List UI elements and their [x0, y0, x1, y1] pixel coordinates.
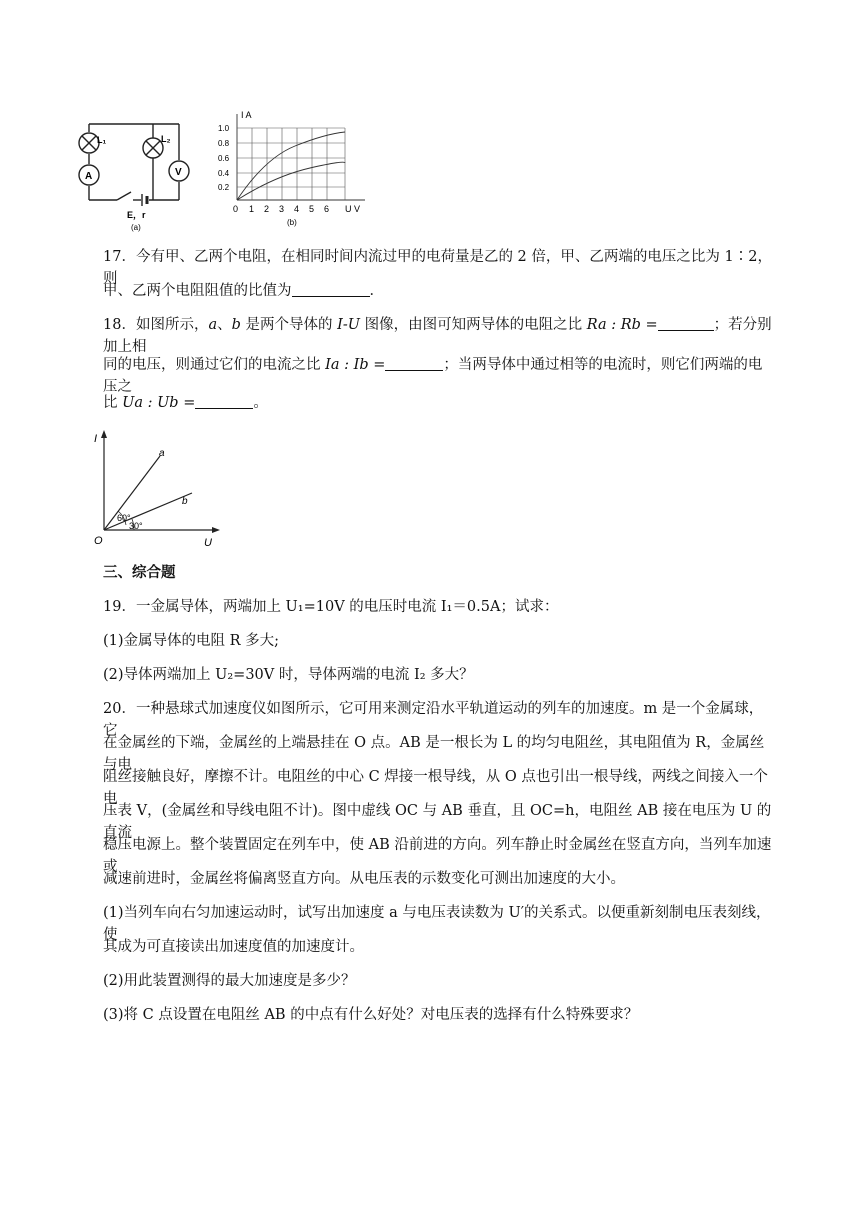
q18-text-3: 图像，由图可知两导体的电阻之比 [359, 317, 587, 333]
q18-answer-blank-2[interactable] [385, 356, 443, 371]
q18-text-1: 如图所示， [135, 317, 209, 333]
q18-answer-blank-3[interactable] [195, 394, 253, 409]
ab-iu-graph [92, 426, 222, 550]
q18-number: 18． [103, 317, 136, 333]
q18-text-2: 是两个导体的 [240, 317, 338, 333]
q20-line-10: (3)将 C 点设置在电阻丝 AB 的中点有什么好处？对电压表的选择有什么特殊要求？ [103, 1007, 639, 1023]
q18-text-8: 。 [253, 395, 268, 411]
y-tick-4: 0.4 [218, 169, 230, 178]
question-17-line-2 [103, 280, 772, 302]
q18-text-7: 比 [103, 395, 123, 411]
q19-line-2: (1)金属导体的电阻 R 多大; [103, 633, 280, 649]
q18-sep: 、 [217, 317, 232, 333]
q18-text-5: 同的电压，则通过它们的电流之比 [103, 357, 326, 373]
q17-text-2: 甲、乙两个电阻阻值的比值为 [103, 283, 292, 299]
ab-y-axis-label: I [94, 433, 98, 445]
q19-line-3: (2)导体两端加上 U₂=30V 时，导体两端的电流 I₂ 多大？ [103, 667, 474, 683]
q18-ratio-i: Ia : Ib = [325, 357, 386, 373]
q18-text-4: ；若分别加上相 [103, 317, 772, 355]
label-battery: E，r [127, 210, 146, 220]
q18-b: b [231, 317, 241, 333]
q17-text-3: ． [369, 283, 384, 299]
section-title: 三、综合题 [103, 565, 176, 581]
q18-answer-blank-1[interactable] [658, 316, 714, 331]
q18-text-6: ；当两导体中通过相等的电流时，则它们两端的电压之 [103, 357, 763, 395]
caption-a: (a) [131, 223, 141, 232]
y-axis-label: I A [241, 110, 252, 120]
line-b-label: b [182, 496, 188, 507]
ab-x-axis-label: U [204, 537, 212, 549]
x-tick-4: 4 [294, 204, 300, 214]
label-voltmeter: V [175, 167, 182, 178]
question-18 [103, 314, 772, 358]
label-ammeter: A [85, 171, 93, 182]
angle-30-label: 30° [129, 521, 143, 531]
x-axis-label: U V [345, 204, 361, 214]
x-tick-1: 1 [249, 204, 255, 214]
y-tick-2: 0.8 [218, 139, 230, 148]
q17-answer-blank[interactable] [292, 282, 370, 297]
q18-ratio-u: Ua : Ub = [122, 395, 196, 411]
q20-line-3: 阻丝接触良好，摩擦不计。电阻丝的中心 C 焊接一根导线，从 O 点也引出一根导线，两线之间接入一个电 [103, 769, 768, 807]
q20-line-2: 在金属丝的下端，金属丝的上端悬挂在 O 点。AB 是一根长为 L 的均匀电阻丝，其电阻值为 R，金属丝与电 [103, 735, 765, 773]
q20-line-7: (1)当列车向右匀加速运动时，试写出加速度 a 与电压表读数为 U′的关系式。以便重新刻制电压表刻线，使 [103, 905, 771, 943]
x-tick-3: 3 [279, 204, 285, 214]
q20-line-5: 稳压电源上。整个装置固定在列车中，使 AB 沿前进的方向。列车静止时金属丝在竖直方向，当列车加速或 [103, 837, 772, 875]
q19-line-1: 19．一金属导体，两端加上 U₁=10V 的电压时电流 I₁＝0.5A；试求： [103, 599, 559, 615]
circuit-diagram-a [75, 112, 205, 234]
iu-graph-b [215, 108, 375, 236]
q20-line-9: (2)用此装置测得的最大加速度是多少？ [103, 973, 356, 989]
q18-iu: I-U [337, 317, 360, 333]
q18-a: a [208, 317, 218, 333]
ab-origin-label: O [94, 535, 103, 547]
label-L2: L₂ [161, 134, 171, 144]
y-tick-1: 1.0 [218, 124, 230, 133]
q18-ratio-r: Ra : Rb = [586, 317, 658, 333]
line-a-label: a [159, 448, 165, 459]
q17-number: 17． [103, 249, 136, 265]
y-tick-3: 0.6 [218, 154, 230, 163]
question-18-line-3 [103, 392, 772, 414]
angle-60-label: 60° [117, 513, 131, 523]
q20-line-1: 20．一种悬球式加速度仪如图所示，它可用来测定沿水平轨道运动的列车的加速度。m 是一个金属球，它 [103, 701, 764, 739]
q20-line-6: 减速前进时，金属丝将偏离竖直方向。从电压表的示数变化可测出加速度的大小。 [103, 871, 625, 887]
q17-text-1: 今有甲、乙两个电阻，在相同时间内流过甲的电荷量是乙的 2 倍，甲、乙两端的电压之比为 1∶2，则 [103, 249, 772, 287]
q20-line-4: 压表 V，(金属丝和导线电阻不计)。图中虚线 OC 与 AB 垂直，且 OC=h，电阻丝 AB 接在电压为 U 的直流 [103, 803, 772, 841]
y-tick-5: 0.2 [218, 183, 230, 192]
x-tick-5: 5 [309, 204, 315, 214]
caption-b: (b) [287, 218, 297, 227]
x-tick-6: 6 [324, 204, 330, 214]
x-tick-2: 2 [264, 204, 270, 214]
q20-line-8: 其成为可直接读出加速度值的加速度计。 [103, 939, 364, 955]
label-L1: L₁ [97, 135, 107, 145]
x-tick-0: 0 [233, 204, 239, 214]
